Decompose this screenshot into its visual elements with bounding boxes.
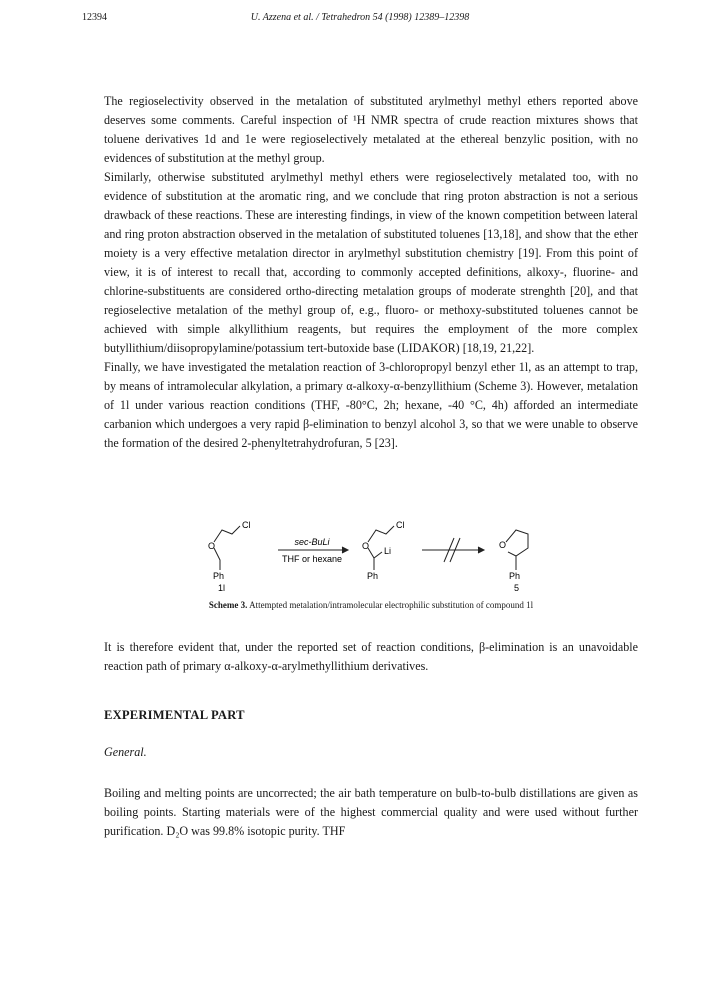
page-header xyxy=(82,12,638,26)
scheme-caption-text: Attempted metalation/intramolecular electrophilic substitution of compound 1l xyxy=(249,600,534,610)
conclusion-paragraph: It is therefore evident that, under the reported set of reaction conditions, β-elimination is an unavoidable reaction path of primary α-alkoxy-α-arylmethyllithium derivatives. xyxy=(104,640,638,673)
conditions-label: THF or hexane xyxy=(281,554,343,564)
paragraph-finally: Finally, we have investigated the metalation reaction of 3-chloropropyl benzyl ether 1l, as an attempt to trap, by means of intramolecular alkylation, a primary α-alkoxy-α-benzyllithium (Scheme 3). However, metalation of 1l under various reaction conditions (THF, -80°C, 2h; hexane, -40 °C, 4h) afforded an intermediate carbanion which undergoes a very rapid β-elimination to benzyl alcohol 3, so that we were unable to observe the formation of the desired 2-phenyltetrahydrofuran, 5 [23]. xyxy=(104,360,638,450)
section-heading-experimental: EXPERIMENTAL PART xyxy=(104,708,245,722)
subsection-heading-general: General. xyxy=(104,745,147,759)
page-number: 12394 xyxy=(82,12,107,23)
compound-label-1l: 1l xyxy=(218,583,226,592)
lithium-label: Li xyxy=(384,546,392,556)
paragraph-regioselectivity: The regioselectivity observed in the metalation of substituted arylmethyl methyl ethers reported above deserves some comments. Careful inspection of ¹H NMR spectra of crude reaction mixtures shows that toluene derivatives 1d and 1e were regioselectively metalated at the ethereal benzylic position, with no evidences of substitution at the methyl group. xyxy=(104,94,638,165)
chlorine-label-start: Cl xyxy=(242,520,251,530)
scheme-3-reaction xyxy=(196,512,576,592)
body-text xyxy=(104,92,638,453)
general-paragraph: Boiling and melting points are uncorrected; the air bath temperature on bulb-to-bulb distillations are given as boiling points. Starting materials were of the highest commercial quality and were used without further purification. D₂O was 99.8% isotopic purity. THF xyxy=(104,786,638,838)
phenyl-label-start: Ph xyxy=(213,571,225,581)
oxygen-label-product: O xyxy=(499,540,507,550)
running-title: U. Azzena et al. / Tetrahedron 54 (1998) 12389–12398 xyxy=(250,12,470,23)
oxygen-label-intermediate: O xyxy=(362,541,370,551)
chlorine-label-intermediate: Cl xyxy=(396,520,405,530)
reagent-label: sec-BuLi xyxy=(294,537,330,547)
scheme-caption-label: Scheme 3. xyxy=(208,600,248,610)
compound-label-5: 5 xyxy=(514,583,520,592)
oxygen-label-start: O xyxy=(208,541,216,551)
paragraph-similarly: Similarly, otherwise substituted arylmethyl methyl ethers were regioselectively metalated too, with no evidence of substitution at the aromatic ring, and we conclude that ring proton abstraction is not a serious drawback of these reactions. These are interesting findings, in view of the known competition between lateral and ring proton abstraction observed in the metalation of substituted toluenes [13,18], and show that the ether moiety is a very effective metalation director in arylmethyl substitution chemistry [19]. From this point of view, it is of interest to recall that, according to commonly accepted definitions, alkoxy-, fluorine- and chlorine-substituents are considered ortho-directing metalation groups of moderate strenghth [20], and that regioselective metalation of the methyl group of, e.g., fluoro- or methoxy-substituted toluenes cannot be achieved with simple alkyllithium reagents, but requires the employment of the more complex butyllithium/diisopropylamine/potassium tert-butoxide base (LIDAKOR) [18,19, 21,22]. xyxy=(104,170,638,355)
scheme-caption xyxy=(104,600,638,610)
phenyl-label-product: Ph xyxy=(509,571,521,581)
phenyl-label-intermediate: Ph xyxy=(367,571,379,581)
